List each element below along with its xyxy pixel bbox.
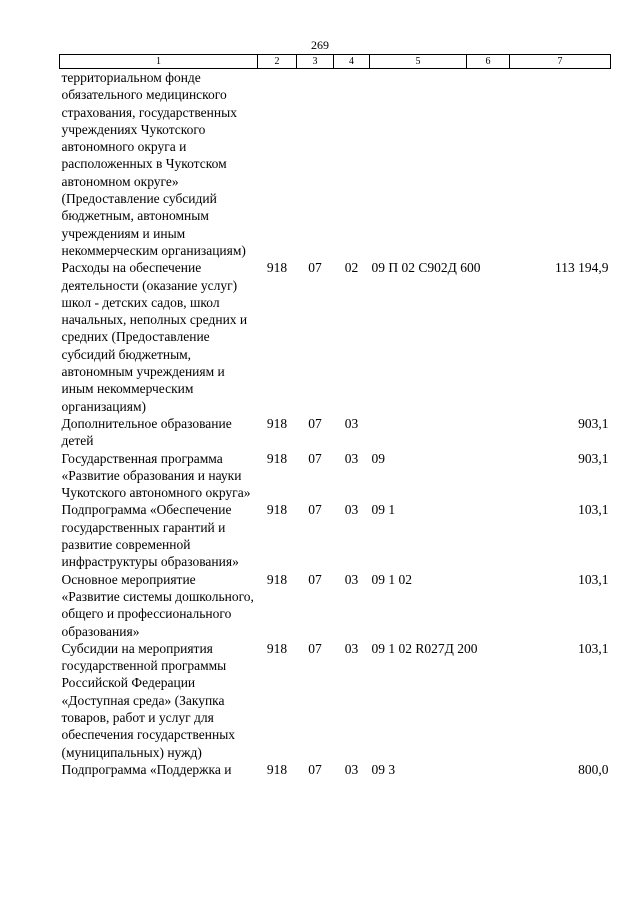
row-expense-type — [467, 640, 510, 761]
row-expense-type — [467, 501, 510, 570]
row-section: 07 — [308, 415, 322, 431]
table-row — [60, 450, 611, 502]
row-amount — [510, 69, 611, 260]
row-grbs: 918 — [266, 450, 288, 466]
row-target-article: 09 1 — [371, 502, 396, 518]
row-target-article: 09 1 02 — [371, 571, 412, 587]
row-grbs: 918 — [266, 260, 288, 276]
table-row — [60, 761, 611, 778]
row-amount: 903,1 — [578, 450, 609, 466]
row-subsection: 03 — [344, 450, 359, 466]
row-target-article — [370, 69, 467, 260]
row-grbs: 918 — [266, 415, 288, 431]
table-row — [60, 501, 611, 570]
table-row — [60, 69, 611, 260]
row-grbs — [258, 69, 297, 260]
row-amount: 903,1 — [578, 415, 609, 431]
row-expense-type — [467, 415, 510, 450]
column-number-header — [60, 55, 611, 69]
row-amount: 103,1 — [578, 502, 609, 518]
row-amount: 103,1 — [578, 571, 609, 587]
row-grbs: 918 — [266, 502, 288, 518]
row-expense-type — [467, 69, 510, 260]
table-row — [60, 640, 611, 761]
row-section: 07 — [308, 260, 322, 276]
row-expense-type — [467, 259, 510, 415]
row-expense-type — [467, 450, 510, 502]
budget-table — [59, 54, 611, 778]
page-number: 269 — [311, 38, 329, 52]
row-subsection: 03 — [344, 415, 359, 431]
row-name: Основное мероприятие «Развитие системы дошкольного, общего и профессионального образования» — [61, 571, 254, 639]
row-subsection — [334, 69, 370, 260]
row-section: 07 — [308, 640, 322, 656]
row-target-article: 09 — [371, 450, 385, 466]
table-row — [60, 571, 611, 640]
table-row — [60, 259, 611, 415]
col-header-5: 5 — [370, 55, 467, 69]
row-amount: 800,0 — [578, 761, 609, 777]
row-name: Дополнительное образование детей — [61, 415, 232, 449]
row-grbs: 918 — [266, 571, 288, 587]
row-section: 07 — [308, 450, 322, 466]
row-subsection: 03 — [344, 571, 359, 587]
row-subsection: 02 — [344, 260, 359, 276]
row-amount: 103,1 — [578, 640, 609, 656]
row-section: 07 — [308, 761, 322, 777]
row-target-article: 09 1 02 R027Д 200 — [371, 640, 478, 656]
row-target-article — [370, 415, 467, 450]
col-header-7: 7 — [510, 55, 611, 69]
table-row — [60, 415, 611, 450]
row-expense-type — [467, 761, 510, 778]
row-grbs: 918 — [266, 761, 288, 777]
row-target-article: 09 3 — [371, 761, 396, 777]
row-name: Государственная программа «Развитие образования и науки Чукотского автономного округа» — [61, 450, 251, 501]
col-header-4: 4 — [334, 55, 370, 69]
col-header-2: 2 — [258, 55, 297, 69]
col-header-3: 3 — [297, 55, 334, 69]
col-header-6: 6 — [467, 55, 510, 69]
row-grbs: 918 — [266, 640, 288, 656]
row-subsection: 03 — [344, 761, 359, 777]
row-name: Субсидии на мероприятия государственной программы Российской Федерации «Доступная среда» (Закупка товаров, работ и услуг для обеспечения государственных (муниципальных) нужд) — [61, 640, 236, 760]
row-name: Подпрограмма «Поддержка и — [61, 761, 232, 777]
row-section: 07 — [308, 571, 322, 587]
row-subsection: 03 — [344, 640, 359, 656]
row-name: Расходы на обеспечение деятельности (оказание услуг) школ - детских садов, школ начальных, неполных средних и средних (Предоставление субсидий бюджетным, автономным учреждениям и иным некоммерческим организациям) — [61, 260, 248, 414]
row-expense-type — [467, 571, 510, 640]
row-section: 07 — [308, 502, 322, 518]
row-target-article: 09 П 02 С902Д 600 — [371, 260, 481, 276]
row-name: Подпрограмма «Обеспечение государственных гарантий и развитие современной инфраструктуры образования» — [61, 502, 239, 570]
row-section — [297, 69, 334, 260]
col-header-1: 1 — [60, 55, 258, 69]
row-name: территориальном фонде обязательного медицинского страхования, государственных учреждениях Чукотского автономного округа и расположенных в Чукотском автономном округе» (Предоставление субсидий бюджетным, автономным учреждениям и иным некоммерческим организациям) — [61, 70, 246, 258]
row-subsection: 03 — [344, 502, 359, 518]
row-amount: 113 194,9 — [555, 260, 609, 276]
